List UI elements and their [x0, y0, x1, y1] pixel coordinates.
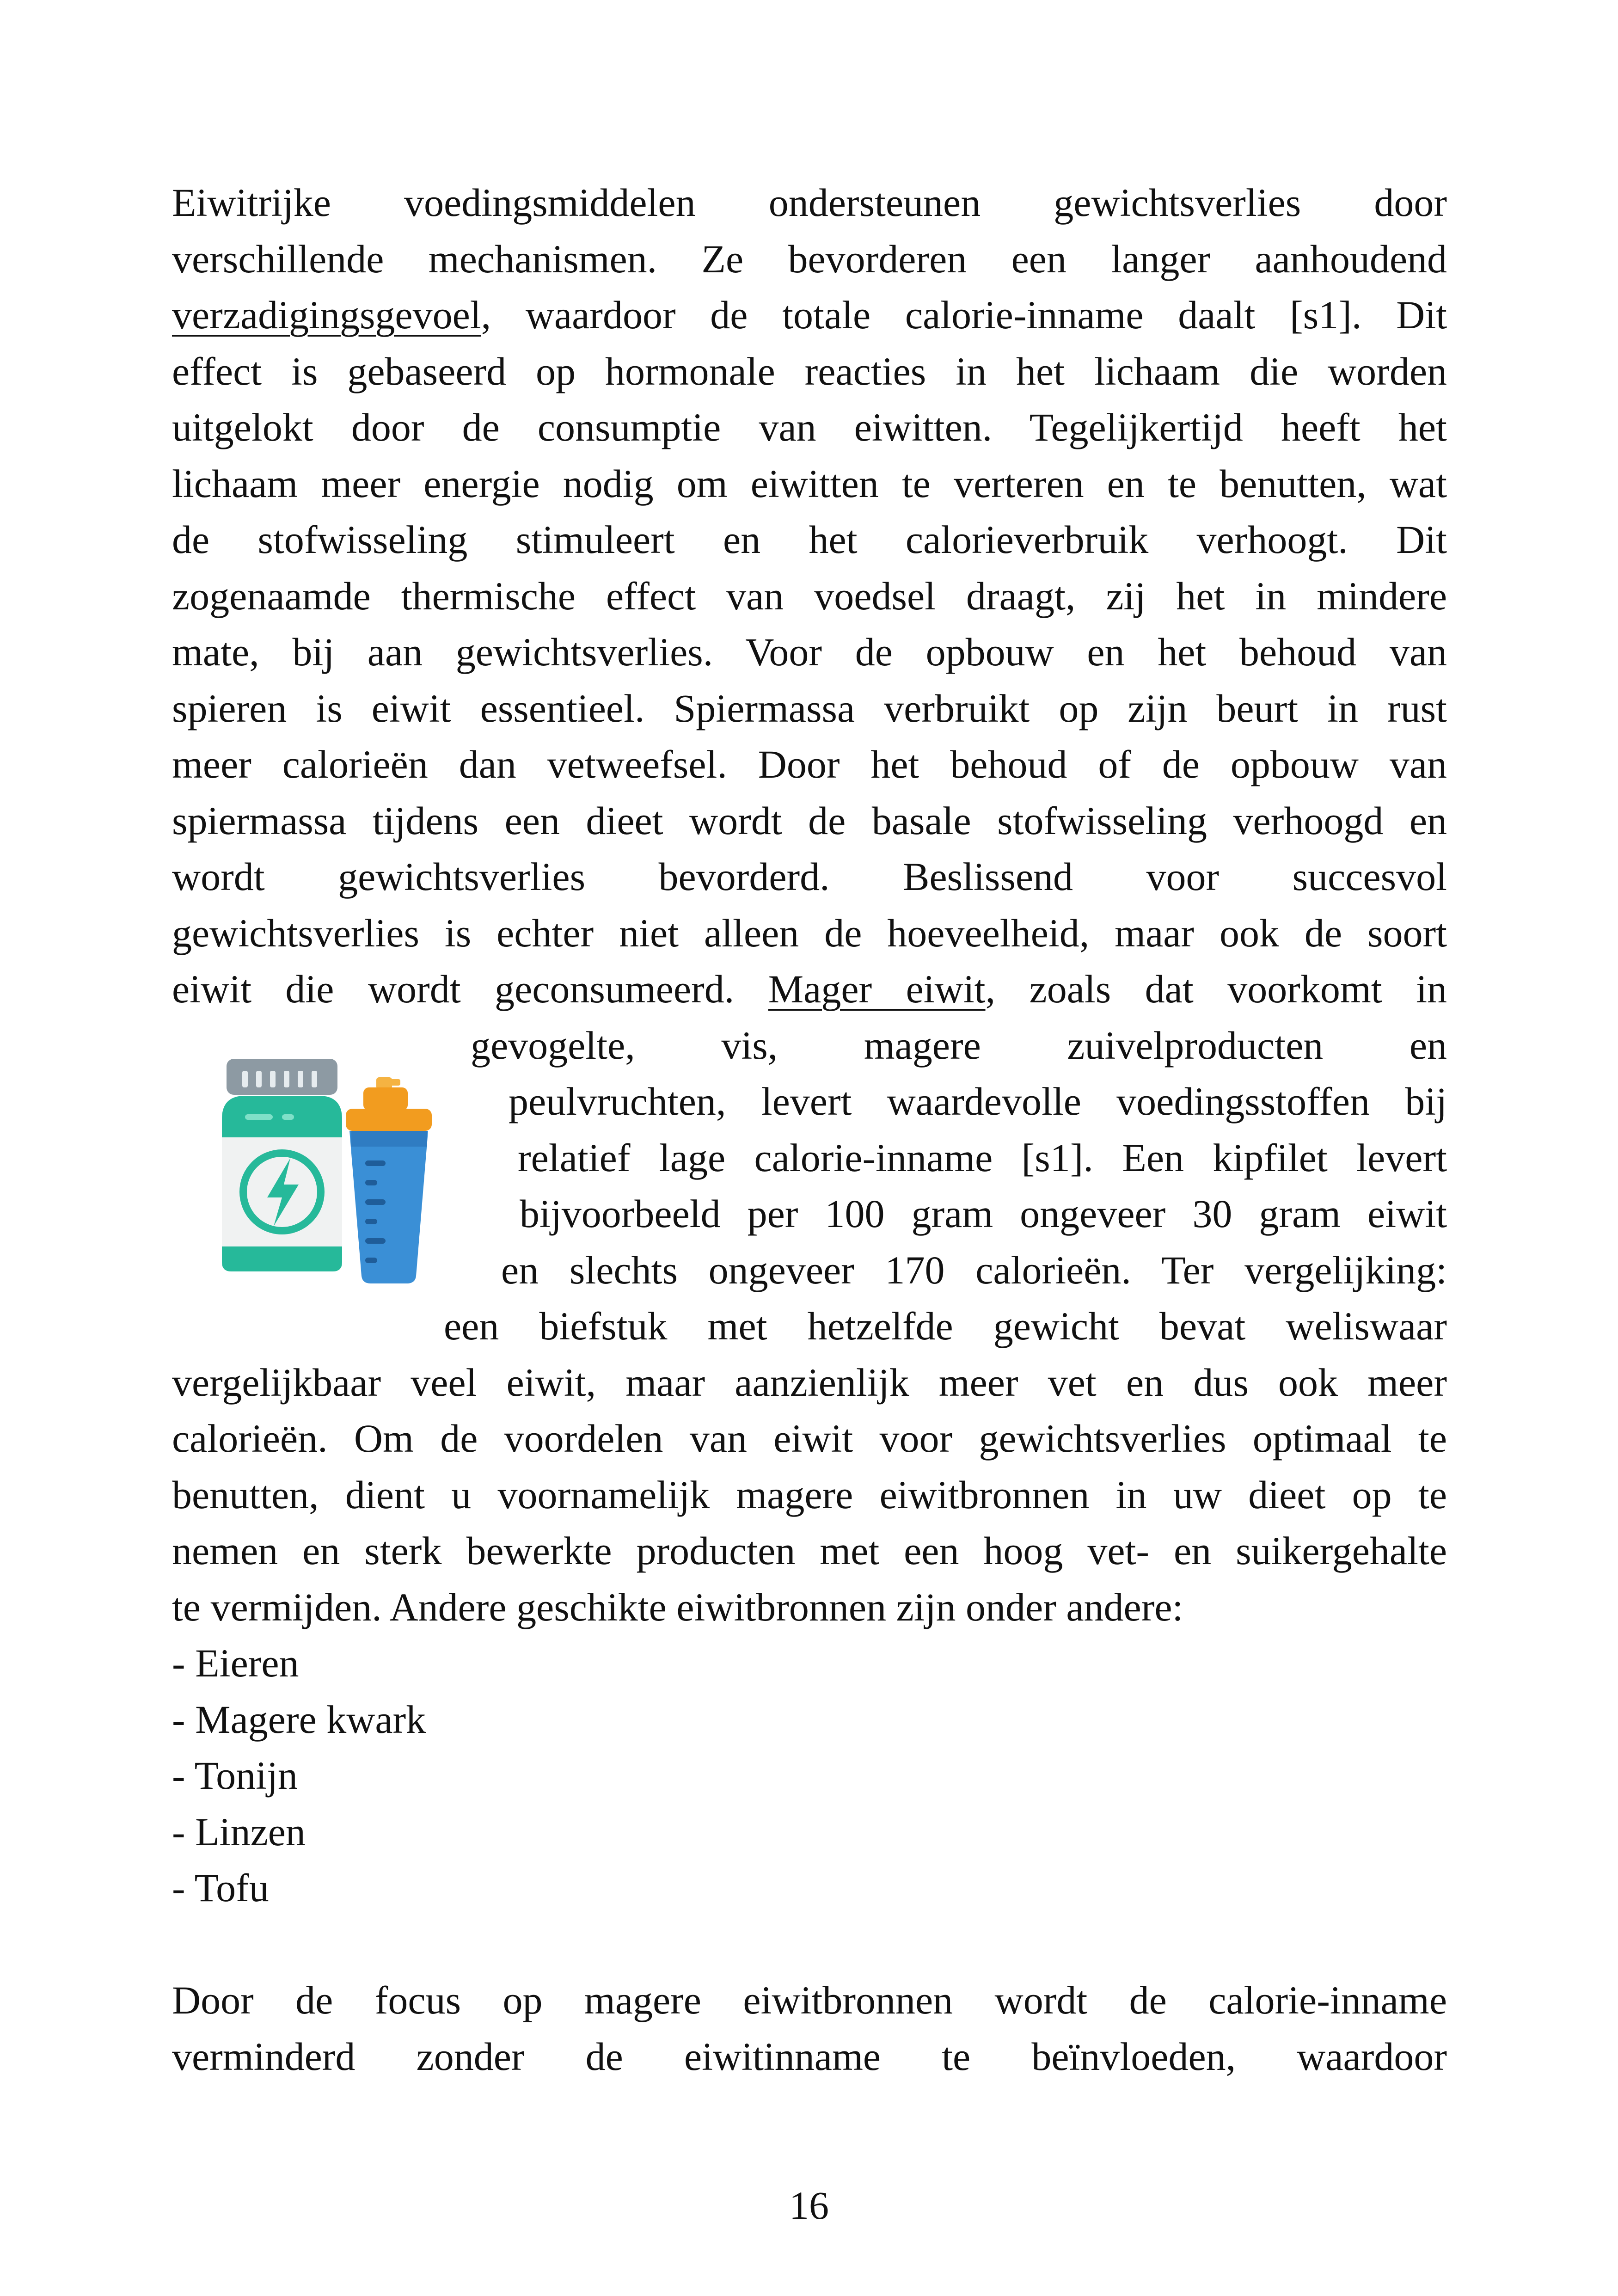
mager-eiwit-link[interactable]: Mager eiwit — [768, 967, 986, 1011]
text-line: de stofwisseling stimuleert en het calorieverbruik verhoogt. Dit — [172, 517, 1447, 562]
text-line: relatief lage calorie-inname [s1]. Een kipfilet levert — [518, 1135, 1447, 1180]
text-line — [172, 961, 1447, 1018]
text-line: spiermassa tijdens een dieet wordt de basale stofwisseling verhoogd en — [172, 798, 1447, 843]
text-line: peulvruchten, levert waardevolle voedingsstoffen bij — [509, 1079, 1447, 1123]
text-line-rest: , waardoor de totale calorie-inname daalt [s1]. Dit — [481, 293, 1447, 337]
verzadigingsgevoel-link[interactable]: verzadigingsgevoel — [172, 293, 481, 337]
list-item: - Tofu — [172, 1866, 269, 1910]
text-line: gewichtsverlies is echter niet alleen de hoeveelheid, maar ook de soort — [172, 910, 1447, 955]
text-line-pre: eiwit die wordt geconsumeerd. — [172, 967, 768, 1011]
text-line-post: , zoals dat voorkomt in — [985, 967, 1447, 1011]
text-line: nemen en sterk bewerkte producten met een hoog vet- en suikergehalte — [172, 1529, 1447, 1573]
text-line: vergelijkbaar veel eiwit, maar aanzienlijk meer vet en dus ook meer — [172, 1360, 1447, 1405]
text-line — [172, 287, 1447, 344]
protein-supplement-jar-and-shaker-icon — [213, 1059, 453, 1290]
text-line: effect is gebaseerd op hormonale reacties in het lichaam die worden — [172, 349, 1447, 393]
list-item: - Linzen — [172, 1809, 306, 1854]
blank-line — [172, 1916, 1447, 1973]
text-line: te vermijden. Andere geschikte eiwitbronnen zijn onder andere: — [172, 1584, 1183, 1629]
list-item: - Eieren — [172, 1641, 299, 1685]
text-line: meer calorieën dan vetweefsel. Door het behoud of de opbouw van — [172, 742, 1447, 786]
text-line: spieren is eiwit essentieel. Spiermassa verbruikt op zijn beurt in rust — [172, 686, 1447, 731]
list-item: - Tonijn — [172, 1753, 298, 1798]
text-line: Door de focus op magere eiwitbronnen wordt de calorie-inname — [172, 1978, 1447, 2022]
text-line: verminderd zonder de eiwitinname te beïnvloeden, waardoor — [172, 2034, 1447, 2079]
text-line: Eiwitrijke voedingsmiddelen ondersteunen gewichtsverlies door — [172, 180, 1447, 225]
text-line: uitgelokt door de consumptie van eiwitten. Tegelijkertijd heeft het — [172, 405, 1447, 449]
text-line: zogenaamde thermische effect van voedsel draagt, zij het in mindere — [172, 573, 1447, 618]
text-line: wordt gewichtsverlies bevorderd. Beslissend voor succesvol — [172, 854, 1447, 899]
text-line: mate, bij aan gewichtsverlies. Voor de opbouw en het behoud van — [172, 630, 1447, 674]
text-line: en slechts ongeveer 170 calorieën. Ter vergelijking: — [501, 1247, 1447, 1292]
text-line: gevogelte, vis, magere zuivelproducten en — [471, 1023, 1447, 1068]
list-item: - Magere kwark — [172, 1697, 426, 1742]
text-line: calorieën. Om de voordelen van eiwit voor gewichtsverlies optimaal te — [172, 1416, 1447, 1461]
text-line: bijvoorbeeld per 100 gram ongeveer 30 gram eiwit — [520, 1191, 1447, 1236]
text-line: verschillende mechanismen. Ze bevorderen een langer aanhoudend — [172, 236, 1447, 281]
text-line: benutten, dient u voornamelijk magere eiwitbronnen in uw dieet op te — [172, 1472, 1447, 1517]
text-line: een biefstuk met hetzelfde gewicht bevat weliswaar — [444, 1304, 1447, 1348]
page-number: 16 — [789, 2183, 829, 2228]
text-line: lichaam meer energie nodig om eiwitten te verteren en te benutten, wat — [172, 461, 1447, 506]
